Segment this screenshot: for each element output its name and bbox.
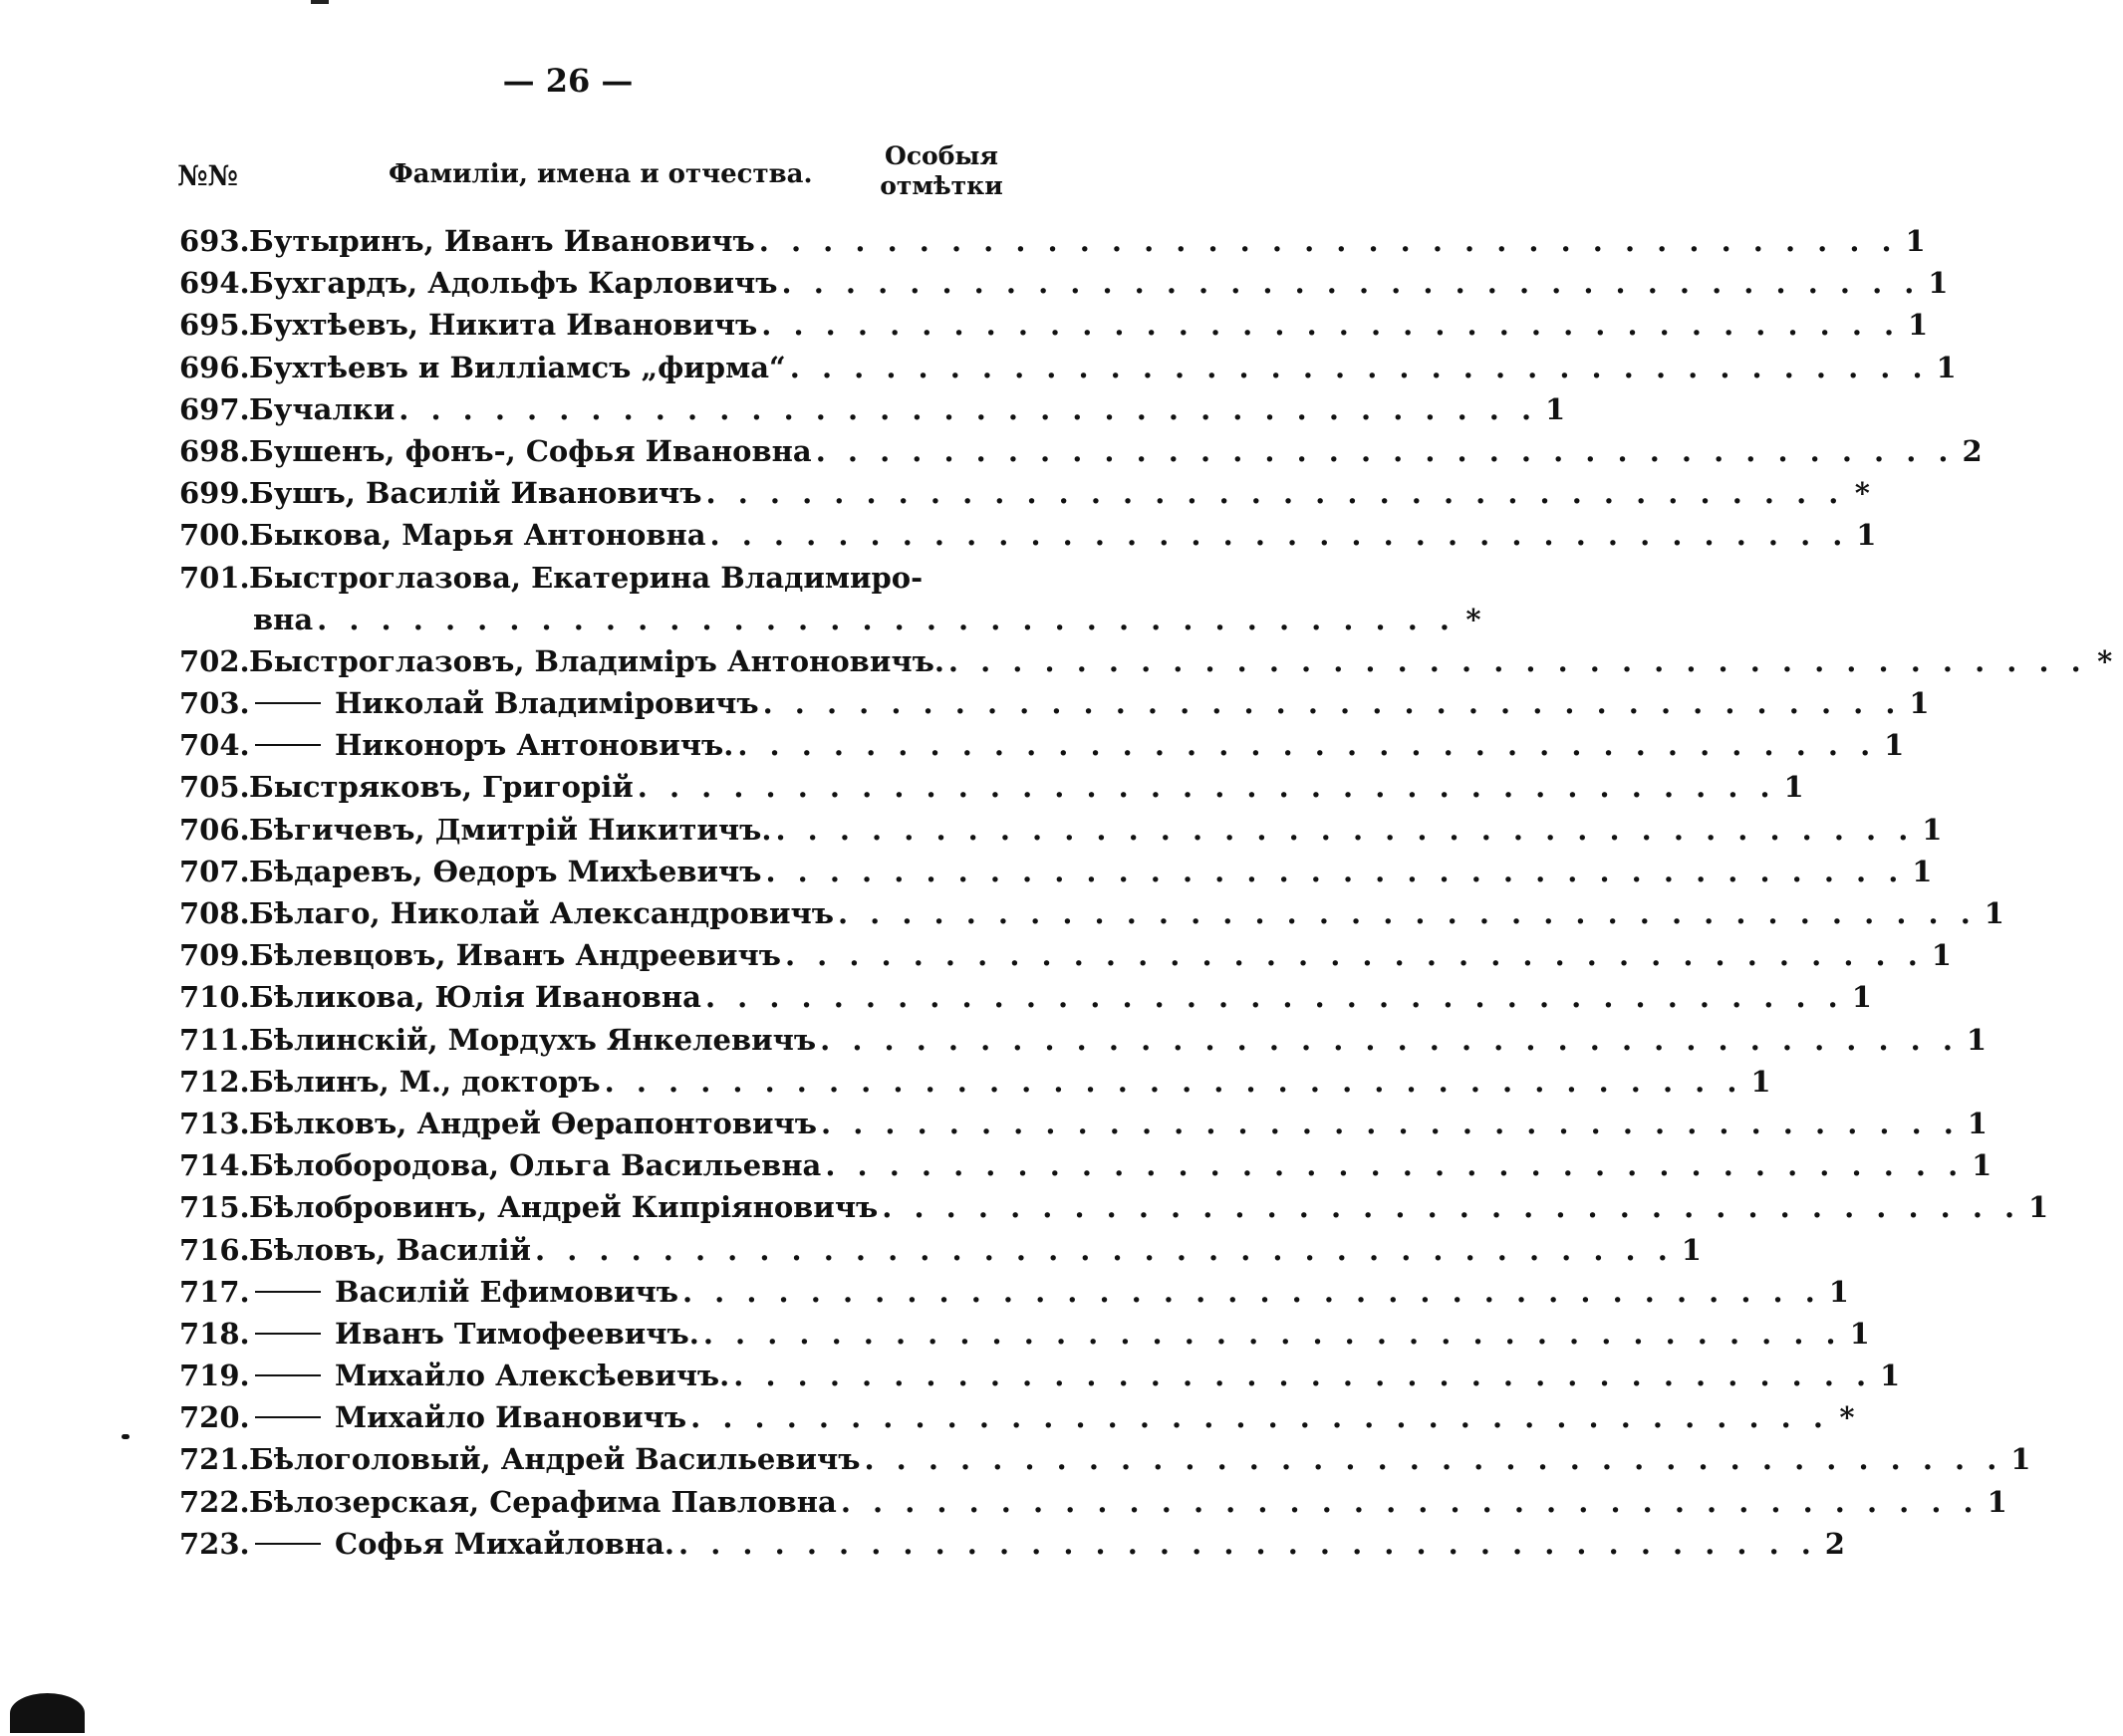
dot-leader: . . . . . . . . . . . . . . . . . . . . . . . . . . . . . . . . . . . . [704, 980, 1844, 1015]
entry-number: 708. [179, 896, 250, 930]
entry-name: Бѣлинъ, М., докторъ [249, 1064, 601, 1099]
column-header-number: №№ [177, 159, 238, 192]
entry-number: 717. [179, 1274, 250, 1309]
entry-mark: 1 [1783, 770, 1804, 805]
entry-number: 695. [179, 308, 250, 343]
entry-row [179, 896, 2004, 938]
dot-leader: . . . . . . . . . . . . . . . . . . . . . . . . . . . . . . . . . . . . [681, 1274, 1821, 1309]
entry-mark: 1 [1856, 518, 1877, 553]
entry-mark: 1 [1849, 1316, 1870, 1351]
entry-name: Софья Михайловна. [335, 1526, 675, 1561]
entry-row [179, 1064, 1771, 1107]
entry-row [179, 433, 1983, 476]
entry-name: Бучалки [249, 391, 396, 426]
entry-mark: 1 [1936, 350, 1957, 384]
entry-name: Бѣлковъ, Андрей Өерапонтовичъ [249, 1106, 818, 1140]
entry-mark: 2 [1962, 433, 1983, 468]
dot-leader: . . . . . . . . . . . . . . . . . . . . . . . . . . . . . . . . . . . . [762, 686, 1902, 721]
entry-number: 718. [179, 1316, 250, 1351]
dot-leader: . . . . . . . . . . . . . . . . . . . . . . . . . . . . . . . . . . . . [789, 350, 1929, 384]
dot-leader: . . . . . . . . . . . . . . . . . . . . . . . . . . . . . . . . . . . . [784, 938, 1924, 973]
entry-row [179, 1484, 2007, 1527]
entry-name: Бѣловъ, Василій [249, 1232, 531, 1267]
entry-name: Бухгардъ, Адольфъ Карловичъ [249, 266, 778, 301]
entry-mark: 1 [1912, 854, 1933, 888]
entry-mark: 1 [1966, 1022, 1988, 1057]
column-header-names: Фамиліи, имена и отчества. [389, 159, 813, 189]
entry-name: Бѣлевцовъ, Иванъ Андреевичъ [249, 938, 781, 973]
entry-mark: * [1465, 602, 1481, 636]
entry-mark: 1 [1972, 1148, 1992, 1183]
entry-row [179, 266, 1949, 308]
dot-leader: . . . . . . . . . . . . . . . . . . . . . . . . . . . . . . . . . . . . [705, 476, 1845, 511]
entry-row [179, 1190, 2049, 1232]
entry-number: 720. [179, 1400, 250, 1435]
entry-name-continuation: вна [253, 602, 314, 636]
entry-row [179, 1359, 1901, 1400]
entry-name: Бѣлозерская, Серафима Павловна [249, 1484, 837, 1519]
entry-row [179, 1106, 1988, 1148]
entry-row [179, 476, 1870, 518]
dot-leader: . . . . . . . . . . . . . . . . . . . . . . . . . . . . . . . . . . . . [690, 1400, 1829, 1435]
entry-mark: 1 [1967, 1106, 1988, 1140]
entry-row-continuation [179, 602, 1481, 644]
entry-row [179, 1442, 2031, 1484]
dot-leader: . . . . . . . . . . . . . . . . . . . . . . . . . . . . . . . . . . . . [840, 1484, 1980, 1519]
entry-name: Василій Ефимовичъ [335, 1274, 678, 1309]
entry-row [179, 770, 1804, 812]
entry-mark: 1 [1909, 686, 1930, 721]
entry-mark: 1 [1987, 1484, 2007, 1519]
dot-leader: . . . . . . . . . . . . . . . . . . . . . . . . . . . . . . . . . . . . [604, 1064, 1743, 1099]
dot-leader: . . . . . . . . . . . . . . . . . . . . . . . . . . . . . . . . . . . . [761, 308, 1901, 343]
ditto-dash [255, 1291, 321, 1293]
dot-leader: . . . . . . . . . . . . . . . . . . . . . . . . . . . . . . . . . . . . [882, 1190, 2021, 1225]
entry-name: Михайло Ивановичъ [335, 1400, 687, 1435]
column-header-marks [877, 141, 1006, 201]
entry-number: 706. [179, 812, 250, 847]
entry-name: Михайло Алексѣевичъ. [335, 1359, 730, 1393]
entry-mark: 1 [2010, 1442, 2031, 1477]
ditto-dash [255, 744, 321, 746]
entry-name: Бѣлаго, Николай Александровичъ [249, 896, 834, 930]
dot-leader: . . . . . . . . . . . . . . . . . . . . . . . . . . . . . . . . . . . . [317, 602, 1457, 636]
dot-leader: . . . . . . . . . . . . . . . . . . . . . . . . . . . . . . . . . . . . [821, 1106, 1960, 1140]
entry-name: Быстроглазова, Екатерина Владимиро- [249, 560, 924, 595]
entry-row [179, 938, 1952, 980]
entry-row [179, 728, 1905, 770]
entry-number: 714. [179, 1148, 250, 1183]
entry-row [179, 1526, 1845, 1569]
dot-leader: . . . . . . . . . . . . . . . . . . . . . . . . . . . . . . . . . . . . [702, 1316, 1842, 1351]
entry-name: Бѣдаревъ, Өедоръ Михѣевичъ [249, 854, 762, 888]
dot-leader: . . . . . . . . . . . . . . . . . . . . . . . . . . . . . . . . . . . . [765, 854, 1905, 888]
entry-mark: 1 [1545, 391, 1566, 426]
entry-row [179, 812, 1943, 855]
entry-row [179, 686, 1930, 728]
entry-mark: 1 [1908, 308, 1929, 343]
entry-name: Бѣлобровинъ, Андрей Кипріяновичъ [249, 1190, 879, 1225]
dot-leader: . . . . . . . . . . . . . . . . . . . . . . . . . . . . . . . . . . . . [775, 812, 1915, 847]
entry-name: Бушъ, Василій Ивановичъ [249, 476, 702, 511]
entry-number: 704. [179, 728, 250, 763]
dot-leader: . . . . . . . . . . . . . . . . . . . . . . . . . . . . . . . . . . . . [535, 1232, 1674, 1267]
dot-leader: . . . . . . . . . . . . . . . . . . . . . . . . . . . . . . . . . . . . [825, 1148, 1965, 1183]
entry-number: 710. [179, 980, 250, 1015]
entry-mark: 1 [1851, 980, 1872, 1015]
entry-number: 713. [179, 1106, 250, 1140]
entry-number: 716. [179, 1232, 250, 1267]
entry-row [179, 518, 1877, 560]
entry-mark: 1 [1828, 1274, 1849, 1309]
ditto-dash [255, 702, 321, 704]
entry-name: Быкова, Марья Антоновна [249, 518, 706, 553]
entry-row [179, 308, 1929, 350]
entry-number: 699. [179, 476, 250, 511]
entry-number: 723. [179, 1526, 250, 1561]
ink-spot [122, 1434, 130, 1439]
entry-name: Бѣлоголовый, Андрей Васильевичъ [249, 1442, 861, 1477]
entry-number: 701. [179, 560, 250, 595]
entry-mark: 1 [1880, 1359, 1901, 1393]
entry-row [179, 1316, 1870, 1359]
dot-leader: . . . . . . . . . . . . . . . . . . . . . . . . . . . . . . . . . . . . [781, 266, 1921, 301]
entry-number: 696. [179, 350, 250, 384]
entry-number: 709. [179, 938, 250, 973]
entry-name: Никонoръ Антоновичъ. [335, 728, 734, 763]
dot-leader: . . . . . . . . . . . . . . . . . . . . . . . . . . . . . . . . . . . . [733, 1359, 1873, 1393]
entry-row [179, 980, 1872, 1022]
entry-name: Бухтѣевъ и Вилліамсъ „фирма“ [249, 350, 786, 384]
entry-number: 705. [179, 770, 250, 805]
entry-list [179, 224, 2113, 1569]
entry-number: 711. [179, 1022, 250, 1057]
entry-name: Николай Владиміровичъ [335, 686, 759, 721]
dot-leader: . . . . . . . . . . . . . . . . . . . . . . . . . . . . . . . . . . . . [947, 643, 2087, 678]
entry-mark: 1 [1884, 728, 1905, 763]
ditto-dash [255, 1416, 321, 1418]
entry-number: 721. [179, 1442, 250, 1477]
dot-leader: . . . . . . . . . . . . . . . . . . . . . . . . . . . . . . . . . . . . [820, 1022, 1959, 1057]
ditto-dash [255, 1374, 321, 1376]
scan-smudge [10, 1693, 85, 1733]
entry-row [179, 224, 1926, 266]
entry-number: 697. [179, 391, 250, 426]
dot-leader: . . . . . . . . . . . . . . . . . . . . . . . . . . . . . . . . . . . . [864, 1442, 2003, 1477]
column-header-marks-line1: Особыя [885, 141, 998, 170]
ditto-dash [255, 1333, 321, 1335]
dot-leader: . . . . . . . . . . . . . . . . . . . . . . . . . . . . . . . . . . . . [737, 728, 1877, 763]
entry-name: Быстряковъ, Григорій [249, 770, 634, 805]
entry-row [179, 1232, 1702, 1275]
entry-mark: 1 [1905, 224, 1926, 258]
entry-mark: 1 [1681, 1232, 1702, 1267]
entry-row [179, 1022, 1988, 1065]
entry-mark: 1 [2028, 1190, 2049, 1225]
entry-mark: 1 [1922, 812, 1943, 847]
entry-row [179, 350, 1957, 392]
entry-row [179, 391, 1566, 434]
entry-name: Бухтѣевъ, Никита Ивановичъ [249, 308, 758, 343]
page-number: — 26 — [502, 62, 634, 100]
entry-name: Быстроглазовъ, Владиміръ Антоновичъ. [249, 643, 944, 678]
entry-number: 693. [179, 224, 250, 258]
column-header-marks-line2: отмѣтки [880, 171, 1003, 200]
entry-number: 712. [179, 1064, 250, 1099]
ditto-dash [255, 1543, 321, 1545]
entry-number: 715. [179, 1190, 250, 1225]
entry-number: 722. [179, 1484, 250, 1519]
entry-number: 703. [179, 686, 250, 721]
dot-leader: . . . . . . . . . . . . . . . . . . . . . . . . . . . . . . . . . . . . [815, 433, 1955, 468]
entry-number: 694. [179, 266, 250, 301]
entry-name: Бѣликова, Юлія Ивановна [249, 980, 701, 1015]
dot-leader: . . . . . . . . . . . . . . . . . . . . . . . . . . . . . . . . . . . . [678, 1526, 1817, 1561]
entry-name: Бѣлобородова, Ольга Васильевна [249, 1148, 822, 1183]
entry-mark: 2 [1824, 1526, 1845, 1561]
entry-mark: 1 [1984, 896, 2004, 930]
entry-name: Бѣгичевъ, Дмитрій Никитичъ. [249, 812, 772, 847]
entry-mark: * [1839, 1400, 1855, 1435]
entry-number: 700. [179, 518, 250, 553]
entry-row [179, 854, 1933, 896]
dot-leader: . . . . . . . . . . . . . . . . . . . . . . . . . . . . . . . . . . . . [837, 896, 1977, 930]
entry-number: 698. [179, 433, 250, 468]
entry-number: 719. [179, 1359, 250, 1393]
entry-row [179, 643, 2113, 686]
entry-name: Иванъ Тимофеевичъ. [335, 1316, 699, 1351]
dot-leader: . . . . . . . . . . . . . . . . . . . . . . . . . . . . . . . . . . . . [398, 391, 1538, 426]
entry-name: Бутыринъ, Иванъ Ивановичъ [249, 224, 755, 258]
dot-leader: . . . . . . . . . . . . . . . . . . . . . . . . . . . . . . . . . . . . [709, 518, 1849, 553]
dot-leader: . . . . . . . . . . . . . . . . . . . . . . . . . . . . . . . . . . . . [637, 770, 1776, 805]
scan-mark [311, 0, 329, 4]
entry-row [179, 1274, 1849, 1317]
entry-name: Бушенъ, фонъ-, Софья Ивановна [249, 433, 812, 468]
entry-row [179, 1400, 1855, 1442]
entry-mark: * [1854, 476, 1870, 511]
entry-number: 707. [179, 854, 250, 888]
entry-row [179, 561, 1006, 603]
entry-mark: * [2097, 643, 2113, 678]
entry-mark: 1 [1750, 1064, 1771, 1099]
entry-mark: 1 [1931, 938, 1952, 973]
entry-name: Бѣлинскій, Мордухъ Янкелевичъ [249, 1022, 817, 1057]
entry-mark: 1 [1928, 266, 1949, 301]
entry-row [179, 1148, 1992, 1190]
dot-leader: . . . . . . . . . . . . . . . . . . . . . . . . . . . . . . . . . . . . [758, 224, 1898, 258]
entry-number: 702. [179, 643, 250, 678]
